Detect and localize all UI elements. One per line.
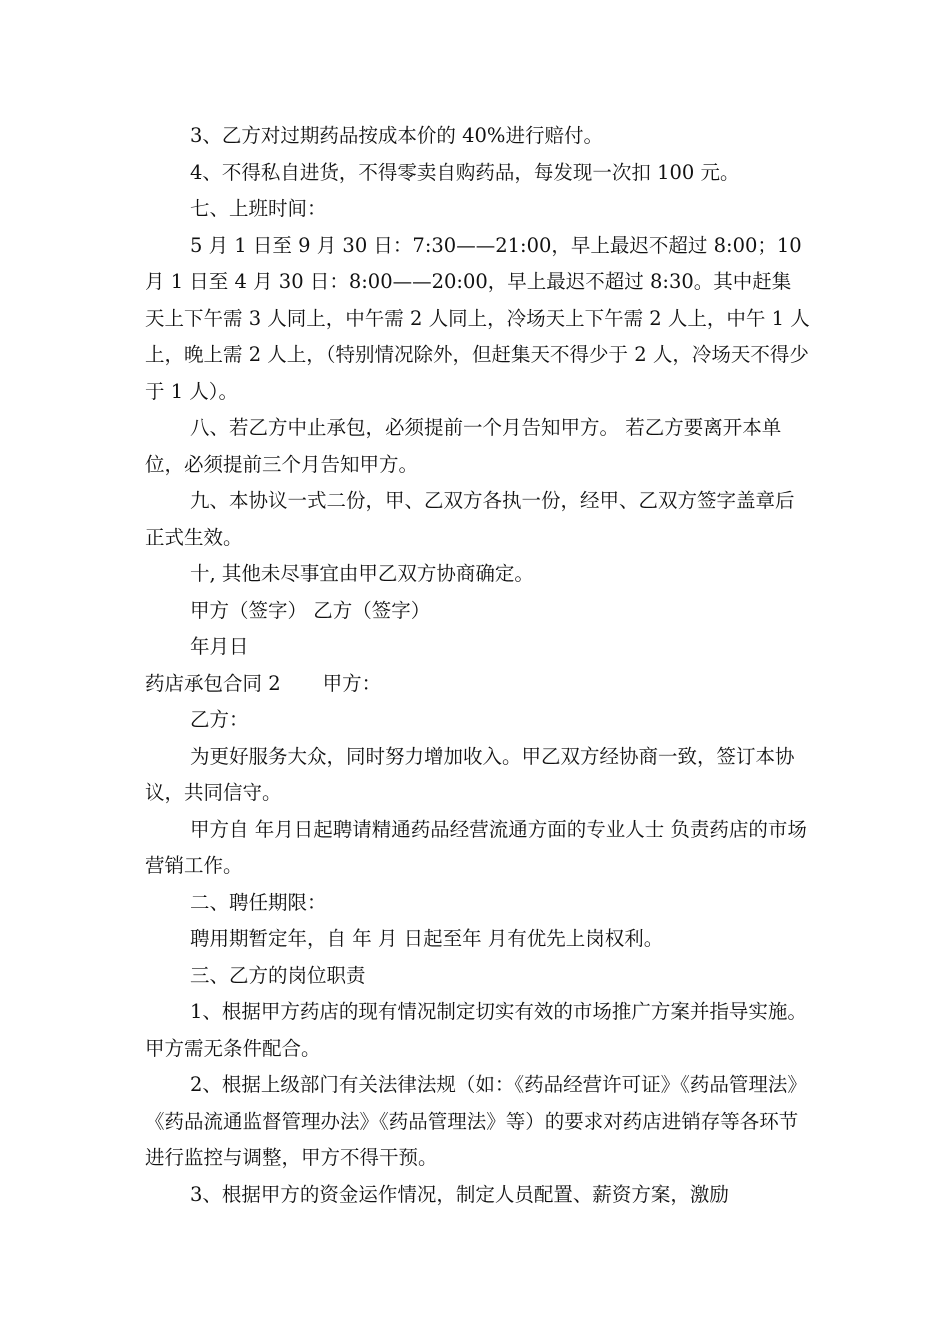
contract-title-line: [145, 666, 810, 703]
paragraph-duty-2: 2、根据上级部门有关法律法规（如：《药品经营许可证》《药品管理法》《药品流通监督管理办法》《药品管理法》等）的要求对药店进销存等各环节进行监控与调整，甲方不得干预。: [145, 1073, 807, 1169]
section-heading-work-hours: 七、上班时间：: [190, 197, 327, 220]
paragraph-purpose: 为更好服务大众，同时努力增加收入。甲乙双方经协商一致，签订本协议，共同信守。: [145, 744, 795, 804]
paragraph-appointment: 甲方自 年月日起聘请精通药品经营流通方面的专业人士 负责药店的市场营销工作。: [145, 817, 807, 877]
paragraph-termination-notice: 八、若乙方中止承包，必须提前一个月告知甲方。 若乙方要离开本单位，必须提前三个月告知甲方。: [145, 416, 782, 476]
signature-line: 甲方（签字） 乙方（签字）: [190, 598, 431, 622]
section-heading-term: 二、聘任期限：: [190, 890, 327, 914]
paragraph-no-private-purchase: 4、不得私自进货，不得零卖自购药品，每发现一次扣 100 元。: [190, 160, 740, 184]
paragraph-other-matters: 十, 其他未尽事宜由甲乙双方协商确定。: [190, 562, 534, 585]
paragraph-duty-1: 1、根据甲方药店的现有情况制定切实有效的市场推广方案并指导实施。甲方需无条件配合。: [145, 1000, 807, 1060]
party-b-label: 乙方：: [190, 708, 249, 731]
paragraph-term-detail: 聘用期暂定年，自 年 月 日起至年 月有优先上岗权利。: [190, 927, 664, 950]
contract-title: 药店承包合同 2: [145, 671, 281, 695]
document-body: [145, 118, 810, 1213]
paragraph-work-hours-detail: 5 月 1 日至 9 月 30 日：7:30——21:00，早上最迟不超过 8:00；10 月 1 日至 4 月 30 日：8:00——20:00，早上最迟不超过 8:30。其中赶集天上下午需 3 人同上，中午需 2 人同上，冷场天上下午需 2 人上，中午 1 人上，晚上需 2 人上，（特别情况除外，但赶集天不得少于 2 人，冷场天不得少于 1 人）。: [145, 233, 810, 403]
paragraph-expired-drugs-compensation: 3、乙方对过期药品按成本价的 40%进行赔付。: [190, 124, 603, 147]
paragraph-duty-3: 3、根据甲方的资金运作情况，制定人员配置、薪资方案，激励: [190, 1182, 729, 1206]
paragraph-copies-effective: 九、本协议一式二份，甲、乙双方各执一份，经甲、乙双方签字盖章后正式生效。: [145, 489, 795, 549]
section-heading-duties: 三、乙方的岗位职责: [190, 963, 366, 987]
party-a-label: 甲方：: [322, 671, 382, 695]
date-line: 年月日: [190, 635, 249, 658]
